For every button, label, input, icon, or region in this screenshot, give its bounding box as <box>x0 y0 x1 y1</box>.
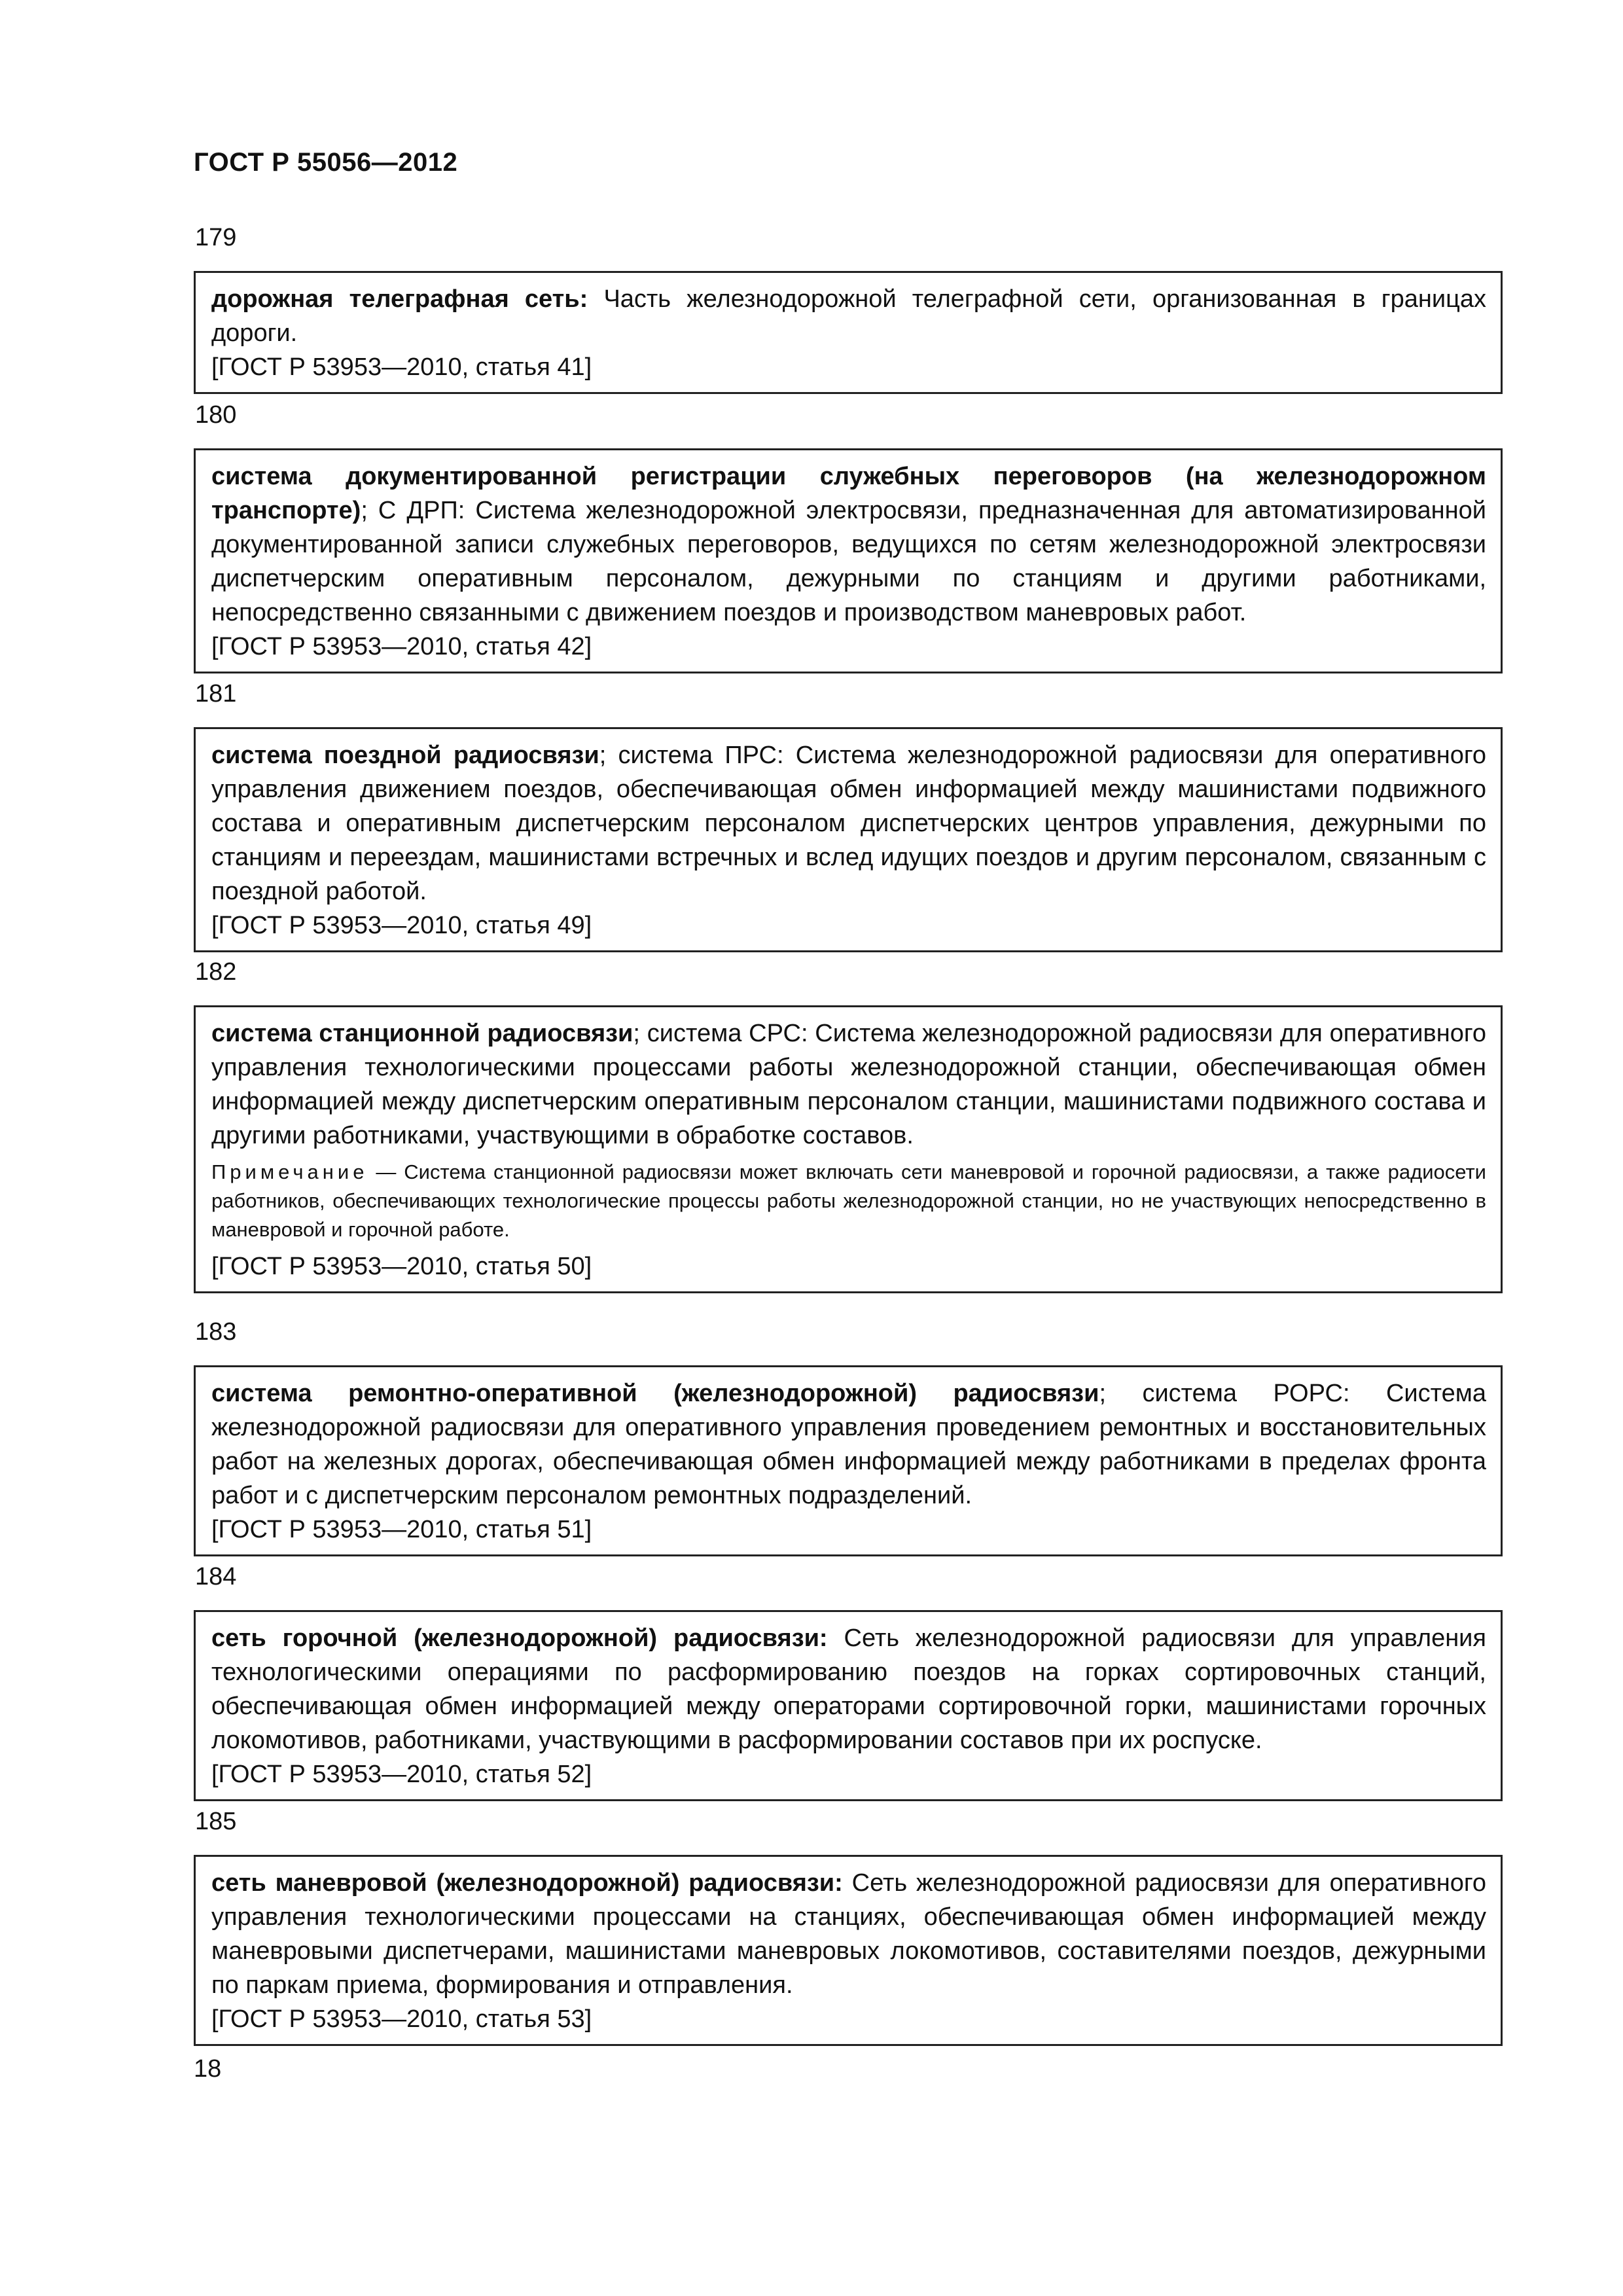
term-entry <box>194 400 1503 673</box>
term-definition: ; система РОРС: Система железнодорожной радиосвязи для оперативного управления проведением ремонтных и восстановительных работ на железных дорогах, обеспечивающая обмен информацией между работниками в пределах фронта работ и с диспетчерским персоналом ремонтных подразделений. <box>211 1380 1487 1509</box>
source-reference: [ГОСТ Р 53953—2010, статья 49] <box>211 912 592 939</box>
note-text: — Система станционной радиосвязи может включать сети маневровой и горочной радиосвязи, а также радиосети работников, обеспечивающих технологические процессы работы железнодорожной станции, но не участвующих непосредственно в маневровой и горочной работе. <box>211 1160 1486 1241</box>
term-definition: ; С ДРП: Система железнодорожной электросвязи, предназначенная для автоматизированной документированной записи служебных переговоров, ведущихся по сетям железнодорожной электросвязи диспетчерским оперативным персоналом, дежурными по станциям и другими работниками, непосредственно связанными с движением поездов и производством маневровых работ. <box>211 497 1486 626</box>
term-entry <box>194 223 1503 394</box>
page-number: 18 <box>194 2055 222 2083</box>
document-header: ГОСТ Р 55056—2012 <box>194 148 458 177</box>
term-box <box>194 1610 1503 1801</box>
term-definition: ; система ПРС: Система железнодорожной радиосвязи для оперативного управления движением поездов, обеспечивающая обмен информацией между машинистами подвижного состава и оперативным диспетчерским персоналом диспетчерских центров управления, дежурными по станциям и переездам, машинистами встречных и вслед идущих поездов и другим персоналом, связанным с поездной работой. <box>211 742 1487 905</box>
term-box <box>194 1855 1503 2046</box>
term-name: сеть маневровой (железнодорожной) радиосвязи: <box>211 1869 843 1897</box>
source-reference: [ГОСТ Р 53953—2010, статья 52] <box>211 1761 592 1788</box>
source-reference: [ГОСТ Р 53953—2010, статья 42] <box>211 633 592 660</box>
source-reference: [ГОСТ Р 53953—2010, статья 50] <box>211 1253 592 1280</box>
entry-number: 184 <box>195 1563 237 1590</box>
term-name: система поездной радиосвязи <box>211 742 599 769</box>
term-box <box>194 448 1503 673</box>
term-box <box>194 1365 1503 1556</box>
source-reference: [ГОСТ Р 53953—2010, статья 51] <box>211 1516 592 1543</box>
term-box <box>194 271 1503 394</box>
term-entry <box>194 1317 1503 1556</box>
term-name: сеть горочной (железнодорожной) радиосвязи: <box>211 1624 828 1652</box>
term-box <box>194 1005 1503 1293</box>
term-entry <box>194 957 1503 1293</box>
note <box>211 1158 1486 1244</box>
term-entry <box>194 679 1503 952</box>
entry-number: 181 <box>195 680 237 708</box>
term-definition: Сеть железнодорожной радиосвязи для управления технологическими операциями по расформированию поездов на горках сортировочных станций, обеспечивающая обмен информацией между операторами сортировочной горки, машинистами горочных локомотивов, работниками, участвующими в расформировании составов при их роспуске. <box>211 1624 1486 1754</box>
term-definition: Часть железнодорожной телеграфной сети, организованная в границах дороги. <box>211 285 1486 347</box>
term-definition: Сеть железнодорожной радиосвязи для оперативного управления технологическими процессами на станциях, обеспечивающая обмен информацией между маневровыми диспетчерами, машинистами маневровых локомотивов, составителями поездов, дежурными по паркам приема, формирования и отправления. <box>211 1869 1486 1999</box>
term-box <box>194 727 1503 952</box>
term-entry <box>194 1562 1503 1801</box>
term-name: дорожная телеграфная сеть: <box>211 285 588 313</box>
term-name: система документированной регистрации служебных переговоров (на железнодорожном транспорте) <box>211 463 1486 524</box>
term-name: система станционной радиосвязи <box>211 1020 633 1047</box>
entry-number: 179 <box>195 224 237 251</box>
entry-number: 183 <box>195 1318 237 1346</box>
source-reference: [ГОСТ Р 53953—2010, статья 41] <box>211 353 592 381</box>
note-label: Примечание <box>211 1160 368 1183</box>
term-entry <box>194 1806 1503 2046</box>
term-name: система ремонтно-оперативной (железнодорожной) радиосвязи <box>211 1380 1099 1407</box>
term-definition: ; система СРС: Система железнодорожной радиосвязи для оперативного управления технологическими процессами работы железнодорожной станции, обеспечивающая обмен информацией между диспетчерским оперативным персоналом станции, машинистами подвижного состава и другими работниками, участвующими в обработке составов. <box>211 1020 1486 1149</box>
entry-number: 185 <box>195 1808 237 1835</box>
entry-number: 182 <box>195 958 237 986</box>
source-reference: [ГОСТ Р 53953—2010, статья 53] <box>211 2005 592 2033</box>
entry-number: 180 <box>195 401 237 429</box>
